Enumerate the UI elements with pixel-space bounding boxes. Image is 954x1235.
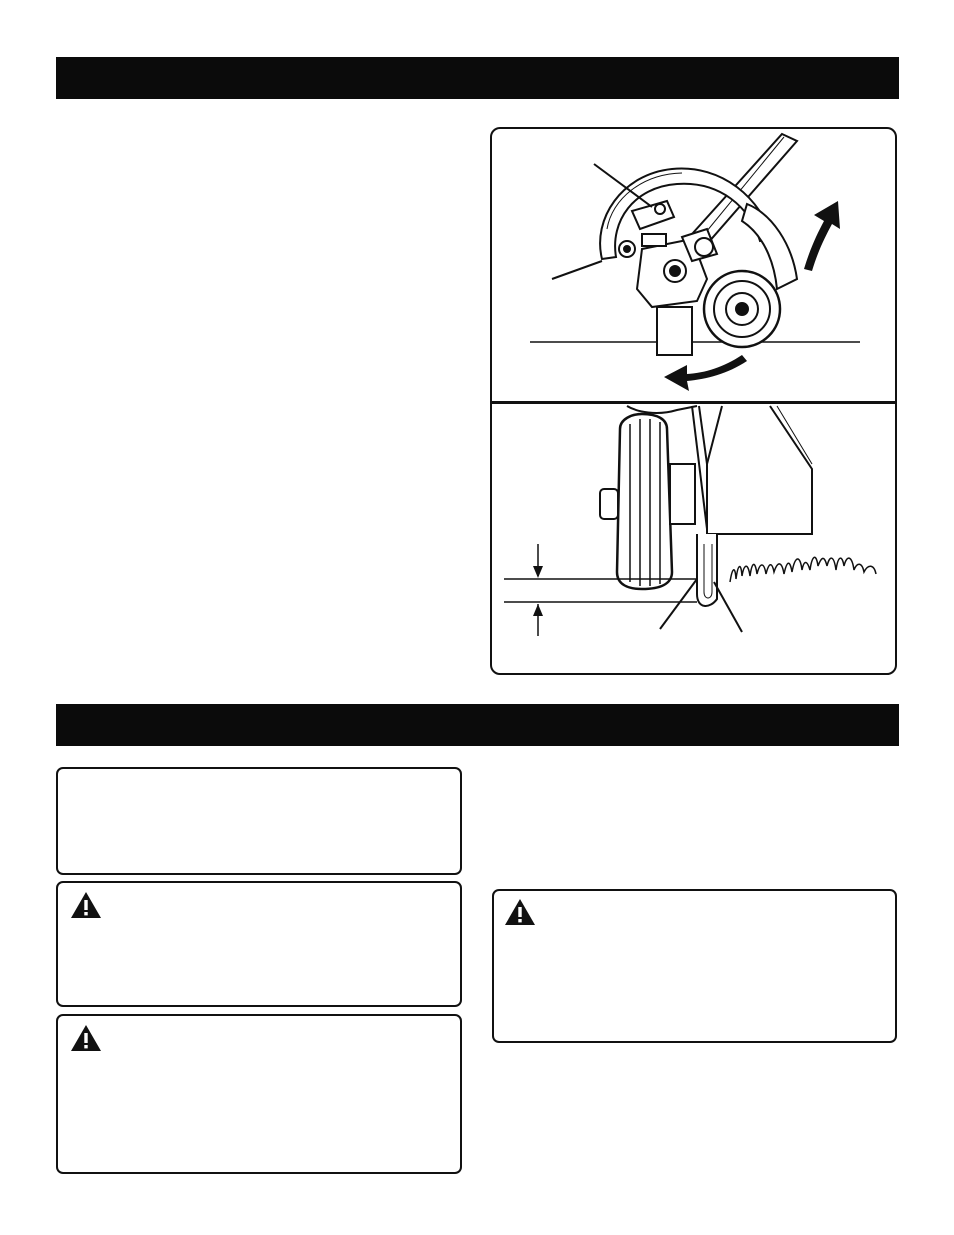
warning-box-3: [56, 1014, 462, 1174]
section-header-bar-top: [56, 57, 899, 99]
warning-box-2: [56, 881, 462, 1007]
edger-depth-view: [504, 406, 876, 636]
warning-triangle-icon: [70, 1024, 102, 1052]
section-header-bar-bottom: [56, 704, 899, 746]
edger-side-view: [530, 134, 860, 355]
warning-triangle-icon: [504, 898, 536, 926]
warning-triangle-icon: [70, 891, 102, 919]
figure-divider: [492, 401, 895, 404]
warning-box-1: [56, 767, 462, 875]
warning-box-4: [492, 889, 897, 1043]
edger-illustration-panel: [490, 127, 897, 675]
